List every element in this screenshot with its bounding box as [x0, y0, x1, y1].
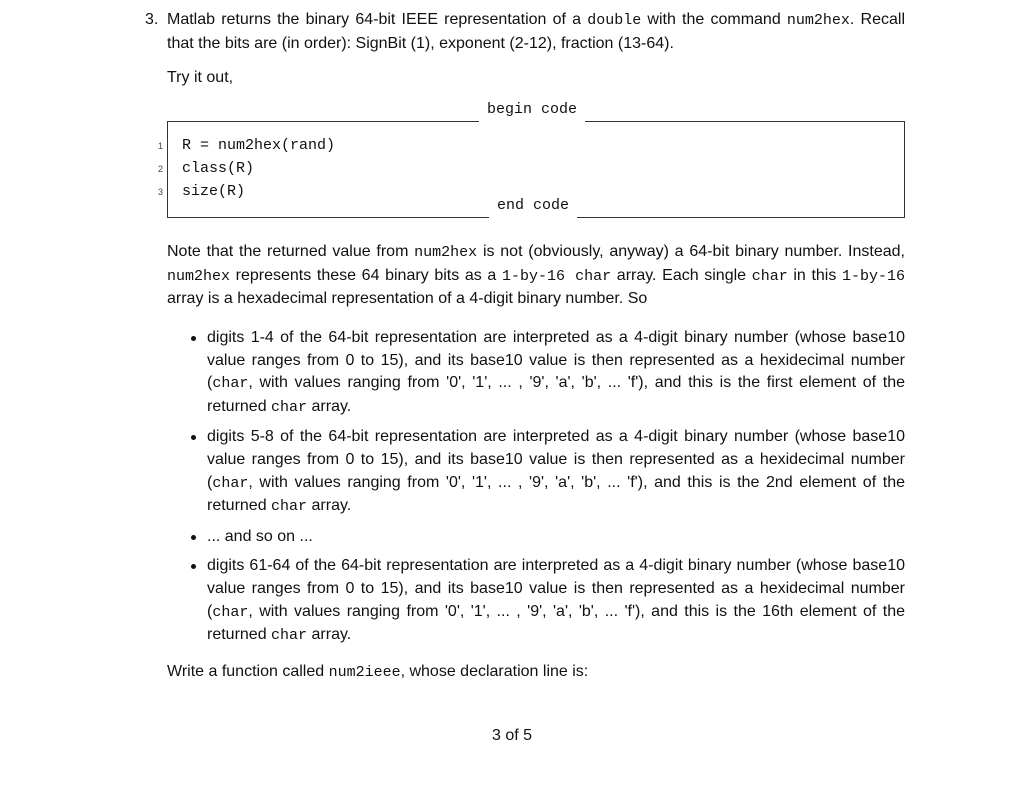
bullet-dot [191, 336, 196, 341]
bullet-dot [191, 435, 196, 440]
bullet-code-1: char [212, 375, 249, 393]
list-item [167, 555, 905, 647]
begin-code-label: begin code [479, 99, 585, 122]
intro-code-double: double [587, 12, 642, 29]
bullet-code-2: char [271, 398, 308, 416]
code-text: R = num2hex(rand) [182, 137, 336, 154]
note-code-1: num2hex [414, 244, 478, 261]
intro-code-num2hex: num2hex [786, 12, 850, 29]
bullet-dot [191, 535, 196, 540]
write-function-paragraph [167, 661, 588, 685]
note-code-3: 1-by-16 char [501, 267, 612, 285]
line-number: 3 [157, 187, 163, 197]
end-code-label: end code [489, 195, 577, 218]
code-text: size(R) [182, 183, 246, 200]
note-text-2: is not (obviously, anyway) a 64-bit binary number. Instead, [477, 243, 905, 260]
note-code-2: num2hex [167, 267, 231, 285]
bullet-text-1: digits 61-64 of the 64-bit representation are interpreted as a 4-digit binary number (whose base10 value ranges from 0 to 15), and its base10 value is then represented as a hexidecimal number ( [207, 557, 905, 620]
intro-text-1: Matlab returns the binary 64-bit IEEE representation of a [167, 11, 588, 28]
write-code-num2ieee: num2ieee [328, 664, 401, 681]
bullet-text-2: , with values ranging from '0', '1', ... , '9', 'a', 'b', ... 'f'), and this is the first element of the returned [207, 374, 905, 415]
item-number: 3. [145, 11, 159, 28]
code-line [157, 181, 246, 204]
bullet-code-2: char [271, 627, 308, 645]
bullet-text-1: ... and so on ... [207, 527, 313, 545]
note-text-3: represents these 64 binary bits as a [230, 266, 502, 284]
intro-text-2: with the command [641, 11, 787, 28]
item-body [157, 9, 906, 681]
write-text-1: Write a function called [167, 663, 329, 680]
note-code-5: 1-by-16 [842, 267, 906, 285]
bullet-text-3: array. [307, 626, 352, 644]
bullet-text-2: , with values ranging from '0', '1', ... , '9', 'a', 'b', ... 'f'), and this is the 2nd element of the returned [207, 473, 905, 515]
code-block [157, 99, 905, 217]
try-it-text: Try it out, [167, 69, 234, 86]
bullet-text-1: digits 1-4 of the 64-bit representation are interpreted as a 4-digit binary number (whose base10 value ranges from 0 to 15), and its base10 value is then represented as a hexidecimal number ( [207, 329, 905, 392]
bullet-text-3: array. [307, 397, 352, 415]
bullet-code-1: char [212, 474, 249, 492]
bullet-text-2: , with values ranging from '0', '1', ... , '9', 'a', 'b', ... 'f'), and this is the 16th element of the returned [207, 602, 905, 644]
write-text-2: , whose declaration line is: [400, 663, 589, 680]
bullet-list [167, 327, 905, 655]
bullet-dot [191, 564, 196, 569]
note-text-5: in this [787, 266, 842, 284]
line-number: 1 [157, 141, 163, 151]
note-paragraph [167, 241, 905, 311]
page-number: 3 of 5 [491, 727, 533, 744]
code-line [157, 158, 255, 181]
bullet-text-3: array. [307, 497, 352, 515]
list-item [167, 426, 905, 518]
code-line [157, 135, 336, 158]
note-text-6: array is a hexadecimal representation of a 4-digit binary number. So [167, 290, 648, 308]
line-number: 2 [157, 164, 163, 174]
bullet-code-2: char [271, 498, 308, 516]
bullet-code-1: char [212, 603, 249, 621]
bullet-text-1: digits 5-8 of the 64-bit representation are interpreted as a 4-digit binary number (whose base10 value ranges from 0 to 15), and its base10 value is then represented as a hexidecimal number ( [207, 428, 905, 491]
intro-text-3: . Recall that the bits are (in order): SignBit (1), exponent (2-12), fraction (13-64). [167, 11, 906, 52]
list-item [167, 526, 905, 549]
note-code-4: char [751, 267, 788, 285]
list-item [167, 327, 905, 419]
note-text-1: Note that the returned value from [167, 243, 415, 260]
intro-paragraph [167, 9, 905, 55]
note-text-4: array. Each single [611, 266, 752, 284]
code-text: class(R) [182, 160, 255, 177]
